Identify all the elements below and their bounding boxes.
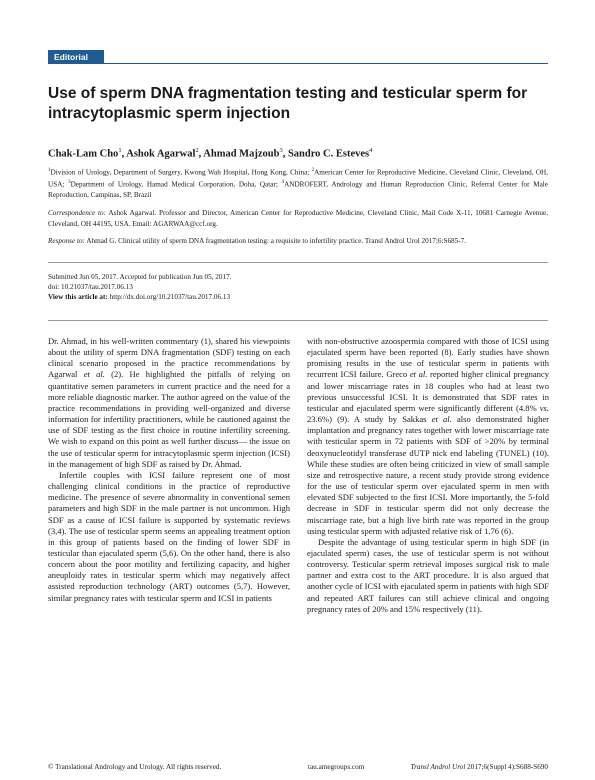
paragraph-text: 23.6%) (9). A study by Sakkas [307, 414, 432, 425]
correspondence-text: Ashok Agarwal. Professor and Director, American Center for Reproductive Medicine, Cleveland Clinic, Mail Code X-11, 10681 Carnegie Avenue, Cleveland, OH 44195, USA. Email: AGARWAA@ccf.org. [48, 209, 548, 228]
section-rule [104, 63, 548, 64]
article-title: Use of sperm DNA fragmentation testing and testicular sperm for intracytoplasmic sperm injection [48, 85, 528, 122]
author-affil-mark: 1 [118, 147, 122, 154]
body-paragraph [48, 336, 290, 470]
affiliation-mark: 3 [68, 179, 71, 185]
italic-text: vs. [539, 402, 549, 413]
divider-bottom [48, 320, 548, 321]
body-paragraph [307, 537, 549, 615]
response-text: Ahmad G. Clinical utility of sperm DNA fragmentation testing: a requisite to infertility practice. Transl Androl Urol 2017;6:S685-7. [84, 237, 467, 245]
view-line [48, 292, 348, 302]
response-label: Response to: [48, 237, 85, 245]
footer-site-link[interactable]: tau.amegroups.com [308, 763, 365, 771]
correspondence-label: Correspondence to: [48, 209, 107, 217]
author-affil-mark: 4 [369, 147, 373, 154]
paragraph-text: reported higher clinical pregnancy and lower miscarriage rates in 18 couples who had at least two previous unsuccessful ICSI. It is demonstrated that SDF rates in testicular and ejaculated sperm were significantly different (4.8% [307, 369, 549, 413]
body-column-right [307, 336, 549, 615]
body-column-left [48, 336, 290, 604]
author-name: Chak-Lam Cho [48, 148, 119, 160]
view-label: View this article at: [48, 293, 108, 301]
affiliations [48, 166, 548, 200]
view-url-link[interactable]: http://dx.doi.org/10.21037/tau.2017.06.13 [107, 293, 231, 301]
response-to [48, 236, 548, 247]
italic-text: et al. [83, 369, 105, 380]
author-affil-mark: 2 [195, 147, 199, 154]
affiliation-text: Department of Urology, Hamad Medical Corporation, Doha, Qatar; [70, 180, 282, 189]
body-paragraph [48, 470, 290, 604]
paragraph-text: Infertile couples with ICSI failure represent one of most challenging clinical conditions in the practice of reproductive medicine. The presence of severe abnormality in conventional semen parameters and high SDF in the male partner is not uncommon. High SDF as a cause of ICSI failure is supported by systematic reviews (3,4). The use of testicular sperm seems an appealing treatment option in this group of patients based on the finding of lower SDF in testicular than ejaculated sperm (5,6). On the other hand, there is also concern about the poor motility and fertilizing capacity, and higher aneuploidy rates in testicular sperm which may negatively affect assisted reproduction technology (ART) outcomes (5,7). However, similar pregnancy rates with testicular sperm and ICSI in patients [48, 469, 290, 603]
author-list: Chak-Lam Cho$^1$, Ashok Agarwal$^2$, Ahmad Majzoub$^3$, Sandro C. Esteves$^4$ [48, 147, 373, 160]
paragraph-text: Despite the advantage of using testicular sperm in high SDF (in ejaculated sperm) cases, the use of testicular sperm is not without controversy. Testicular sperm retrieval imposes surgical risk to male partner and extra cost to the ART procedure. It is also argued that another cycle of ICSI with ejaculated sperm in patients with high SDF and repeated ART failures can still achieve clinical and ongoing pregnancy rates of 20% and 15% respectively (11). [307, 536, 549, 614]
affiliation-mark: 1 [48, 168, 51, 173]
correspondence [48, 208, 548, 229]
body-paragraph [307, 336, 549, 537]
paragraph-text: (2). He highlighted the pitfalls of relying on quantitative semen parameters in current practice and the need for a more reliable diagnostic marker. The author agreed on the value of the practice recommendations in providing well-organized and diverse information for infertility practitioners, while he cautioned against the use of SDF testing as the first choice in routine infertility screening. We wish to expand on this point as well further discuss— the issue on the use of testicular sperm for intracytoplasmic sperm injection (ICSI) in the management of high SDF as raised by Dr. Ahmad. [48, 369, 290, 469]
footer-citation [410, 762, 548, 772]
affiliation-mark: 4 [281, 179, 285, 185]
paragraph-text: with non-obstructive azoospermia compared with those of ICSI using ejaculated sperm have been reported (8). Early studies have shown promising results in the use of testicular sperm in patients with recurrent ICSI failure. Greco [307, 336, 549, 380]
section-tag: Editorial [48, 50, 104, 64]
author-name: Sandro C. Esteves [287, 148, 370, 160]
footer-journal: Transl Androl Urol [410, 763, 466, 771]
affiliation-mark: 2 [311, 168, 315, 173]
footer-copyright: © Translational Andrology and Urology. All rights reserved. [48, 763, 222, 771]
footer-volume: 2017;6(Suppl 4):S688-S690 [465, 763, 548, 771]
italic-text: et al. [431, 414, 452, 425]
paragraph-text: Dr. Ahmad, in his well-written commentary (1), shared his viewpoints about the utility of sperm DNA fragmentation (SDF) testing on each clinical scenario proposed in the practice recommendations by Agarwal [48, 336, 290, 380]
doi-line: doi: 10.21037/tau.2017.06.13 [48, 283, 133, 291]
article-meta [48, 272, 348, 302]
author-name: Ahmad Majzoub [203, 148, 280, 160]
affiliation-text: ANDROFERT, Andrology and Human Reproduction Clinic, Referral Center for Male Reproduction, Campinas, SP, Brazil [48, 180, 548, 199]
divider-top [48, 262, 548, 263]
author-name: Ashok Agarwal [126, 148, 196, 160]
author-affil-mark: 3 [279, 147, 283, 154]
italic-text: et al. [409, 369, 428, 380]
affiliation-text: Division of Urology, Department of Surgery, Kwong Wah Hospital, Hong Kong, China; [50, 168, 312, 177]
submitted-line: Submitted Jun 05, 2017. Accepted for publication Jun 05, 2017. [48, 273, 232, 281]
paragraph-text: also demonstrated higher implantation and pregnancy rates together with lower miscarriage rate with testicular sperm in 72 patients with SDF of >20% by terminal deoxynucleotidyl transferase dUTP nick end labeling (TUNEL) (10). While these studies are often being criticized in view of small sample size and retrospective nature, a recent study provide strong evidence for the use of testicular sperm over ejaculated sperm in men with elevated SDF subjected to the first ICSI. More importantly, the 5-fold decrease in SDF in testicular sperm did not only decrease the miscarriage rate, but a high live birth rate was reported in the group using testicular sperm with adjusted relative risk of 1.76 (6). [307, 414, 549, 536]
affiliation-text: American Center for Reproductive Medicine, Cleveland Clinic, Cleveland, OH, USA; [48, 168, 549, 189]
